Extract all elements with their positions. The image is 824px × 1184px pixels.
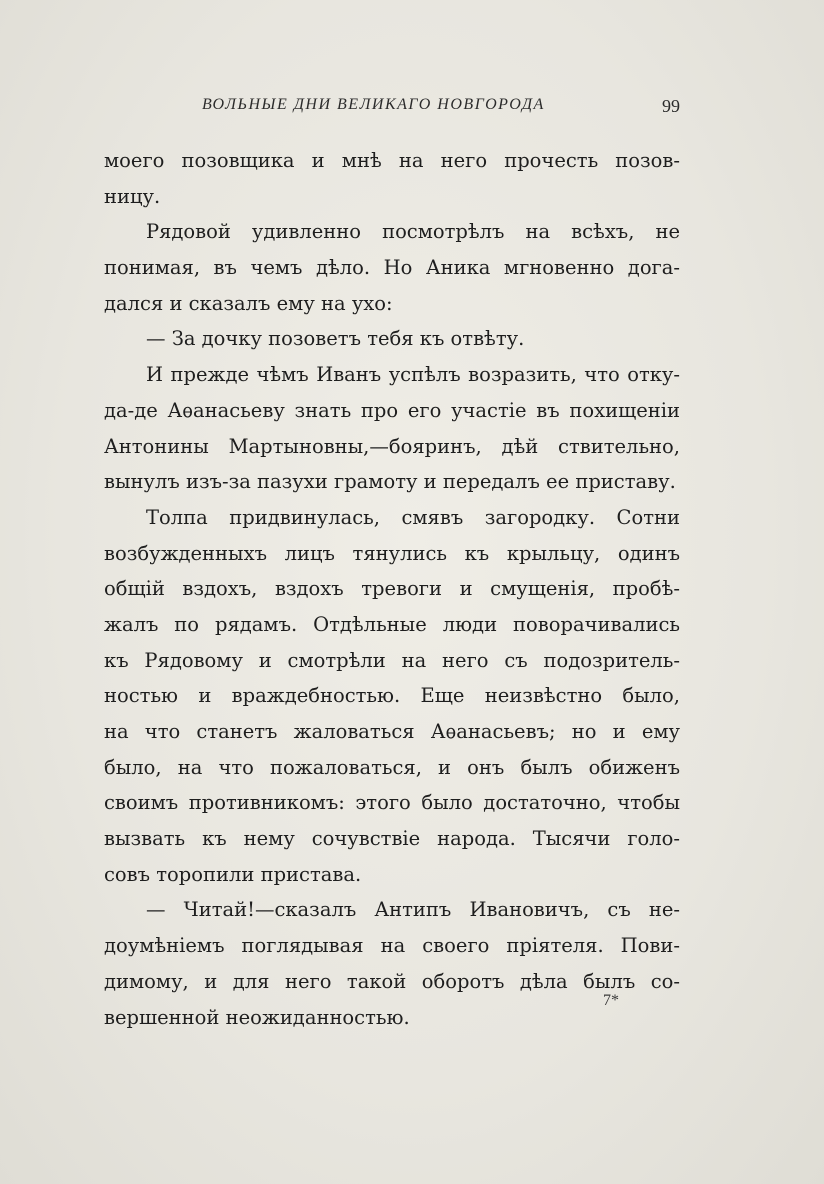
text-line: И прежде чѣмъ Иванъ успѣлъ возразить, что отку- [146,363,680,387]
running-title: ВОЛЬНЫЕ ДНИ ВЕЛИКАГО НОВГОРОДА [202,96,545,113]
page-header [104,96,680,126]
text-line: вершенной неожиданностью. [104,1005,410,1029]
text-line: вынулъ изъ-за пазухи грамоту и передалъ ее приставу. [104,470,676,494]
text-line: — За дочку позоветъ тебя къ отвѣту. [146,327,525,351]
text-line: ницу. [104,184,161,208]
text-line: Антонины Мартыновны,—бояринъ, дѣй ствительно, [104,434,680,458]
body-text [104,143,680,1035]
text-line: совъ торопили пристава. [104,862,362,886]
text-line: моего позовщика и мнѣ на него прочесть позов- [104,149,680,172]
signature-mark: 7* [603,992,619,1009]
text-line: своимъ противникомъ: этого было достаточно, чтобы [104,791,680,815]
text-line: да-де Аѳанасьеву знать про его участіе въ похищеніи [104,398,680,422]
text-line: Рядовой удивленно посмотрѣлъ на всѣхъ, не [146,220,680,244]
text-line: общій вздохъ, вздохъ тревоги и смущенія, пробѣ- [104,577,680,601]
text-line: ностью и враждебностью. Еще неизвѣстно было, [104,684,680,708]
text-line: вызвать къ нему сочувствіе народа. Тысячи голо- [104,827,680,851]
page-number: 99 [662,96,680,116]
text-line: къ Рядовому и смотрѣли на него съ подозритель- [104,648,680,672]
text-line: жалъ по рядамъ. Отдѣльные люди поворачивались [104,612,680,636]
text-line: было, на что пожаловаться, и онъ былъ обиженъ [104,755,680,779]
text-line: — Читай!—сказалъ Антипъ Ивановичъ, съ не- [146,898,680,922]
text-line: понимая, въ чемъ дѣло. Но Аника мгновенно дога- [104,256,680,280]
text-line: возбужденныхъ лицъ тянулись къ крыльцу, одинъ [104,541,680,565]
text-line: димому, и для него такой оборотъ дѣла былъ со- [104,969,680,993]
text-line: дался и сказалъ ему на ухо: [104,291,393,315]
text-line: Толпа придвинулась, смявъ загородку. Сотни [146,505,680,529]
text-line: на что станетъ жаловаться Аѳанасьевъ; но и ему [104,720,680,743]
text-line: доумѣніемъ поглядывая на своего пріятеля. Пови- [104,934,680,958]
